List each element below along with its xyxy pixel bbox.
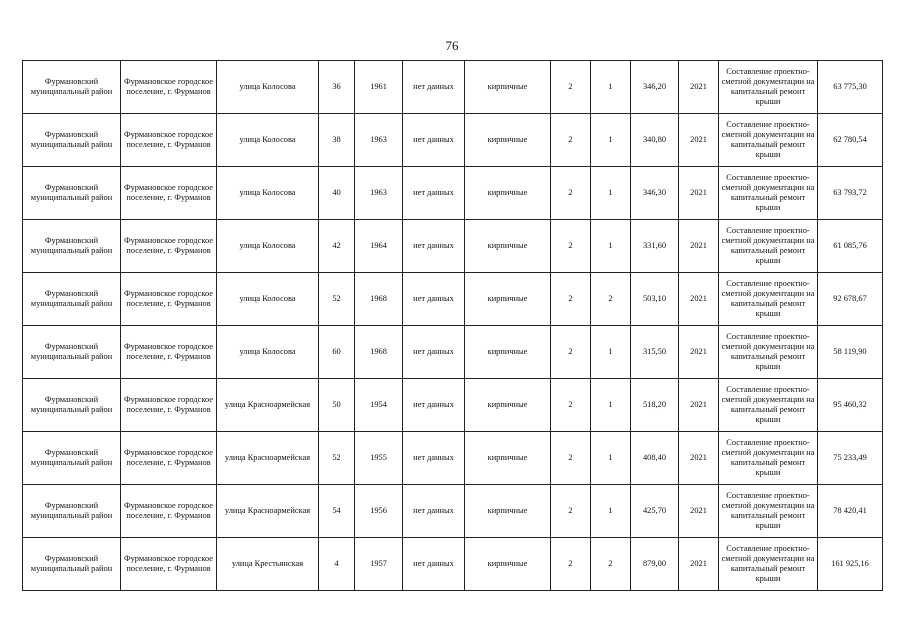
district-cell: Фурмановский муниципальный район (23, 326, 121, 379)
settlement-cell: Фурмановское городское поселение, г. Фурманов (121, 167, 217, 220)
table-row (23, 326, 883, 379)
entrances-cell: 1 (591, 220, 631, 273)
cost-cell: 63 775,30 (818, 61, 883, 114)
floors-cell: 2 (551, 220, 591, 273)
plan-year-cell: 2021 (679, 114, 719, 167)
year-built-cell: 1957 (355, 538, 403, 591)
wall-material-cell: кирпичные (465, 61, 551, 114)
year-built-cell: 1961 (355, 61, 403, 114)
area-cell: 346,30 (631, 167, 679, 220)
last-overhaul-cell: нет данных (403, 220, 465, 273)
plan-year-cell: 2021 (679, 485, 719, 538)
plan-year-cell: 2021 (679, 432, 719, 485)
floors-cell: 2 (551, 485, 591, 538)
cost-cell: 78 420,41 (818, 485, 883, 538)
cost-cell: 95 460,32 (818, 379, 883, 432)
wall-material-cell: кирпичные (465, 114, 551, 167)
work-type-cell: Составление проектно-сметной документации на капитальный ремонт крыши (719, 220, 818, 273)
year-built-cell: 1968 (355, 326, 403, 379)
year-built-cell: 1968 (355, 273, 403, 326)
last-overhaul-cell: нет данных (403, 432, 465, 485)
year-built-cell: 1955 (355, 432, 403, 485)
table-row (23, 61, 883, 114)
work-type-cell: Составление проектно-сметной документации на капитальный ремонт крыши (719, 114, 818, 167)
wall-material-cell: кирпичные (465, 220, 551, 273)
entrances-cell: 1 (591, 326, 631, 379)
settlement-cell: Фурмановское городское поселение, г. Фурманов (121, 538, 217, 591)
floors-cell: 2 (551, 326, 591, 379)
settlement-cell: Фурмановское городское поселение, г. Фурманов (121, 61, 217, 114)
settlement-cell: Фурмановское городское поселение, г. Фурманов (121, 379, 217, 432)
area-cell: 315,50 (631, 326, 679, 379)
work-type-cell: Составление проектно-сметной документации на капитальный ремонт крыши (719, 167, 818, 220)
work-type-cell: Составление проектно-сметной документации на капитальный ремонт крыши (719, 432, 818, 485)
area-cell: 346,20 (631, 61, 679, 114)
settlement-cell: Фурмановское городское поселение, г. Фурманов (121, 432, 217, 485)
area-cell: 408,40 (631, 432, 679, 485)
table-row (23, 485, 883, 538)
wall-material-cell: кирпичные (465, 326, 551, 379)
house-number-cell: 50 (319, 379, 355, 432)
settlement-cell: Фурмановское городское поселение, г. Фурманов (121, 326, 217, 379)
floors-cell: 2 (551, 61, 591, 114)
wall-material-cell: кирпичные (465, 538, 551, 591)
cost-cell: 161 925,16 (818, 538, 883, 591)
plan-year-cell: 2021 (679, 326, 719, 379)
work-type-cell: Составление проектно-сметной документации на капитальный ремонт крыши (719, 326, 818, 379)
street-cell: улица Колосова (217, 220, 319, 273)
plan-year-cell: 2021 (679, 273, 719, 326)
area-cell: 340,80 (631, 114, 679, 167)
wall-material-cell: кирпичные (465, 432, 551, 485)
entrances-cell: 1 (591, 379, 631, 432)
district-cell: Фурмановский муниципальный район (23, 167, 121, 220)
settlement-cell: Фурмановское городское поселение, г. Фурманов (121, 114, 217, 167)
house-number-cell: 38 (319, 114, 355, 167)
street-cell: улица Красноармейская (217, 432, 319, 485)
work-type-cell: Составление проектно-сметной документации на капитальный ремонт крыши (719, 485, 818, 538)
work-type-cell: Составление проектно-сметной документации на капитальный ремонт крыши (719, 61, 818, 114)
house-number-cell: 36 (319, 61, 355, 114)
year-built-cell: 1963 (355, 114, 403, 167)
table-row (23, 538, 883, 591)
floors-cell: 2 (551, 167, 591, 220)
last-overhaul-cell: нет данных (403, 114, 465, 167)
plan-year-cell: 2021 (679, 61, 719, 114)
house-number-cell: 40 (319, 167, 355, 220)
entrances-cell: 1 (591, 61, 631, 114)
entrances-cell: 2 (591, 273, 631, 326)
entrances-cell: 1 (591, 485, 631, 538)
wall-material-cell: кирпичные (465, 167, 551, 220)
district-cell: Фурмановский муниципальный район (23, 114, 121, 167)
last-overhaul-cell: нет данных (403, 538, 465, 591)
table-body (23, 61, 883, 591)
repair-program-table (22, 60, 883, 591)
house-number-cell: 60 (319, 326, 355, 379)
settlement-cell: Фурмановское городское поселение, г. Фурманов (121, 485, 217, 538)
plan-year-cell: 2021 (679, 220, 719, 273)
page-number: 76 (445, 38, 459, 53)
work-type-cell: Составление проектно-сметной документации на капитальный ремонт крыши (719, 379, 818, 432)
street-cell: улица Колосова (217, 326, 319, 379)
district-cell: Фурмановский муниципальный район (23, 538, 121, 591)
work-type-cell: Составление проектно-сметной документации на капитальный ремонт крыши (719, 273, 818, 326)
floors-cell: 2 (551, 538, 591, 591)
entrances-cell: 1 (591, 114, 631, 167)
entrances-cell: 1 (591, 167, 631, 220)
district-cell: Фурмановский муниципальный район (23, 273, 121, 326)
entrances-cell: 2 (591, 538, 631, 591)
street-cell: улица Красноармейская (217, 485, 319, 538)
floors-cell: 2 (551, 273, 591, 326)
last-overhaul-cell: нет данных (403, 273, 465, 326)
cost-cell: 63 793,72 (818, 167, 883, 220)
cost-cell: 58 119,90 (818, 326, 883, 379)
street-cell: улица Колосова (217, 114, 319, 167)
last-overhaul-cell: нет данных (403, 167, 465, 220)
wall-material-cell: кирпичные (465, 379, 551, 432)
plan-year-cell: 2021 (679, 538, 719, 591)
area-cell: 518,20 (631, 379, 679, 432)
entrances-cell: 1 (591, 432, 631, 485)
district-cell: Фурмановский муниципальный район (23, 485, 121, 538)
house-number-cell: 52 (319, 432, 355, 485)
plan-year-cell: 2021 (679, 167, 719, 220)
district-cell: Фурмановский муниципальный район (23, 379, 121, 432)
area-cell: 879,00 (631, 538, 679, 591)
street-cell: улица Колосова (217, 167, 319, 220)
wall-material-cell: кирпичные (465, 273, 551, 326)
last-overhaul-cell: нет данных (403, 61, 465, 114)
table-row (23, 273, 883, 326)
district-cell: Фурмановский муниципальный район (23, 432, 121, 485)
last-overhaul-cell: нет данных (403, 485, 465, 538)
cost-cell: 62 780,54 (818, 114, 883, 167)
area-cell: 331,60 (631, 220, 679, 273)
district-cell: Фурмановский муниципальный район (23, 61, 121, 114)
table-row (23, 114, 883, 167)
plan-year-cell: 2021 (679, 379, 719, 432)
street-cell: улица Красноармейская (217, 379, 319, 432)
table-row (23, 167, 883, 220)
cost-cell: 75 233,49 (818, 432, 883, 485)
cost-cell: 61 085,76 (818, 220, 883, 273)
year-built-cell: 1964 (355, 220, 403, 273)
year-built-cell: 1963 (355, 167, 403, 220)
floors-cell: 2 (551, 114, 591, 167)
last-overhaul-cell: нет данных (403, 326, 465, 379)
settlement-cell: Фурмановское городское поселение, г. Фурманов (121, 273, 217, 326)
house-number-cell: 4 (319, 538, 355, 591)
table-row (23, 432, 883, 485)
work-type-cell: Составление проектно-сметной документации на капитальный ремонт крыши (719, 538, 818, 591)
table-row (23, 220, 883, 273)
table-row (23, 379, 883, 432)
last-overhaul-cell: нет данных (403, 379, 465, 432)
area-cell: 503,10 (631, 273, 679, 326)
floors-cell: 2 (551, 432, 591, 485)
wall-material-cell: кирпичные (465, 485, 551, 538)
floors-cell: 2 (551, 379, 591, 432)
street-cell: улица Крестьянская (217, 538, 319, 591)
year-built-cell: 1956 (355, 485, 403, 538)
house-number-cell: 52 (319, 273, 355, 326)
year-built-cell: 1954 (355, 379, 403, 432)
cost-cell: 92 678,67 (818, 273, 883, 326)
house-number-cell: 42 (319, 220, 355, 273)
district-cell: Фурмановский муниципальный район (23, 220, 121, 273)
settlement-cell: Фурмановское городское поселение, г. Фурманов (121, 220, 217, 273)
house-number-cell: 54 (319, 485, 355, 538)
area-cell: 425,70 (631, 485, 679, 538)
street-cell: улица Колосова (217, 273, 319, 326)
street-cell: улица Колосова (217, 61, 319, 114)
